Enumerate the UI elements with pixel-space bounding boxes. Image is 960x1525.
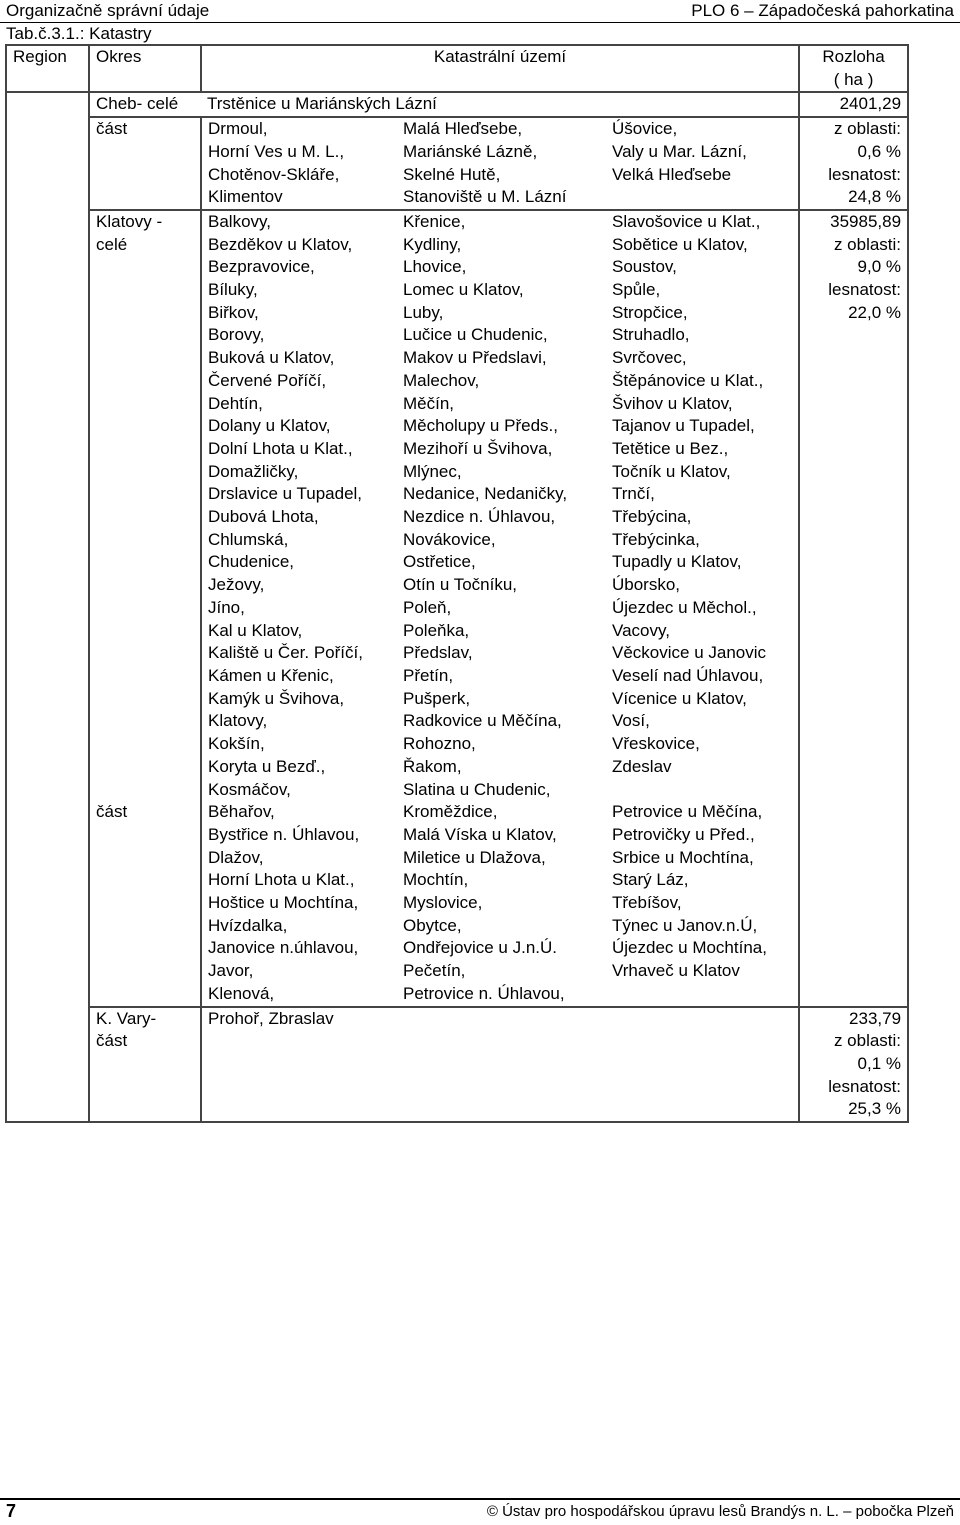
list-item: Bíluky, xyxy=(208,280,258,300)
list-item: Vícenice u Klatov, xyxy=(612,688,747,708)
col-region: Region xyxy=(6,45,89,92)
list-item: Kamýk u Švihova, xyxy=(208,688,345,708)
list-item: Soustov, xyxy=(612,257,677,277)
list-item: Křenice, xyxy=(403,211,466,231)
list-item: Petrovice n. Úhlavou, xyxy=(403,983,565,1003)
klatovy-col3 xyxy=(606,210,799,801)
list-item: Úborsko, xyxy=(612,575,681,595)
list-item: 22,0 % xyxy=(848,302,902,322)
list-item: Velká Hleďsebe xyxy=(612,164,732,184)
list-item: Bezpravovice, xyxy=(208,257,315,277)
list-item: 9,0 % xyxy=(857,257,902,277)
list-item: Rohozno, xyxy=(403,734,476,754)
cheb-cast-label: část xyxy=(89,117,201,210)
list-item: Točník u Klatov, xyxy=(612,461,731,481)
list-item: Ondřejovice u J.n.Ú. xyxy=(403,938,558,958)
list-item: Mezihoří u Švihova, xyxy=(403,438,553,458)
klatovy-cast-label: část xyxy=(89,801,201,1006)
col-rozloha: Rozloha ( ha ) xyxy=(799,45,908,92)
list-item: Klatovy, xyxy=(208,711,268,731)
list-item: Běhařov, xyxy=(208,802,275,822)
list-item: Stanoviště u M. Lázní xyxy=(403,187,567,207)
list-item: Balkovy, xyxy=(208,211,271,231)
list-item: Ostřetice, xyxy=(403,552,476,572)
list-item: Kal u Klatov, xyxy=(208,620,303,640)
footer-copyright: © Ústav pro hospodářskou úpravu lesů Brandýs n. L. – pobočka Plzeň xyxy=(486,1503,954,1520)
list-item: Kokšín, xyxy=(208,734,265,754)
list-item: Věckovice u Janovic xyxy=(612,643,767,663)
table-row-klatovy xyxy=(6,210,908,801)
list-item: Svrčovec, xyxy=(612,348,687,368)
list-item: 25,3 % xyxy=(848,1099,902,1119)
list-item: Mlýnec, xyxy=(403,461,462,481)
list-item: Kydliny, xyxy=(403,234,462,254)
list-item: Obytce, xyxy=(403,915,462,935)
col-okres: Okres xyxy=(89,45,201,92)
vary-list: Prohoř, Zbraslav xyxy=(201,1007,799,1123)
list-item: lesnatost: xyxy=(828,164,902,184)
list-item: lesnatost: xyxy=(828,1076,902,1096)
list-item: Dubová Lhota, xyxy=(208,507,319,527)
list-item: Buková u Klatov, xyxy=(208,348,335,368)
table-header-row xyxy=(6,45,908,92)
list-item: Slatina u Chudenic, xyxy=(403,779,551,799)
cadastre-table xyxy=(5,44,909,1123)
list-item: Petrovičky u Před., xyxy=(612,824,755,844)
list-item: z oblasti: xyxy=(833,234,902,254)
list-item: Újezdec u Měchol., xyxy=(612,597,757,617)
list-item: Veselí nad Úhlavou, xyxy=(612,665,764,685)
list-item: Řakom, xyxy=(403,756,462,776)
list-item: Vrhaveč u Klatov xyxy=(612,961,740,981)
list-item: K. Vary- xyxy=(96,1008,157,1028)
header-right: PLO 6 – Západočeská pahorkatina xyxy=(691,1,954,20)
list-item: Myslovice, xyxy=(403,893,483,913)
list-item: Nezdice n. Úhlavou, xyxy=(403,507,556,527)
list-item: Malá Víska u Klatov, xyxy=(403,824,557,844)
list-item: Slavošovice u Klat., xyxy=(612,211,761,231)
list-item: Bezděkov u Klatov, xyxy=(208,234,353,254)
list-item: Nedanice, Nedaničky, xyxy=(403,484,568,504)
table-caption: Tab.č.3.1.: Katastry xyxy=(6,24,152,43)
list-item: Tetětice u Bez., xyxy=(612,438,729,458)
list-item: Dolní Lhota u Klat., xyxy=(208,438,353,458)
list-item: Zdeslav xyxy=(612,756,672,776)
list-item: Borovy, xyxy=(208,325,265,345)
list-item: Valy u Mar. Lázní, xyxy=(612,141,747,161)
list-item: Úšovice, xyxy=(612,119,678,139)
list-item: Mariánské Lázně, xyxy=(403,141,538,161)
list-item: Makov u Předslavi, xyxy=(403,348,547,368)
list-item: 233,79 xyxy=(849,1008,902,1028)
list-item: Dolany u Klatov, xyxy=(208,416,331,436)
list-item: Lomec u Klatov, xyxy=(403,280,524,300)
cheb-cele-area: 2401,29 xyxy=(799,92,908,117)
list-item: Sobětice u Klatov, xyxy=(612,234,748,254)
list-item: Skelné Hutě, xyxy=(403,164,501,184)
list-item: Poleň, xyxy=(403,597,452,617)
list-item: Třebýcinka, xyxy=(612,529,700,549)
list-item: Újezdec u Mochtína, xyxy=(612,938,767,958)
list-item: Ježovy, xyxy=(208,575,265,595)
list-item: 0,6 % xyxy=(857,141,902,161)
cheb-okres: Cheb- celé xyxy=(89,92,201,117)
list-item: Petrovice u Měčína, xyxy=(612,802,763,822)
list-item: Drslavice u Tupadel, xyxy=(208,484,363,504)
klatovy-area xyxy=(799,210,908,1007)
cheb-cele-list: Trstěnice u Mariánských Lázní xyxy=(201,92,799,117)
table-row-klatovy-cast xyxy=(6,801,908,1006)
list-item: 0,1 % xyxy=(857,1053,902,1073)
cheb-col1 xyxy=(201,117,397,210)
list-item: Domažličky, xyxy=(208,461,299,481)
list-item: Chotěnov-Skláře, xyxy=(208,164,340,184)
list-item: část xyxy=(96,1031,128,1051)
vary-area xyxy=(799,1007,908,1123)
list-item: Švihov u Klatov, xyxy=(612,393,733,413)
table-row-cheb-cele xyxy=(6,92,908,117)
cheb-col3 xyxy=(606,117,799,210)
list-item: Novákovice, xyxy=(403,529,496,549)
list-item: Pečetín, xyxy=(403,961,466,981)
list-item: Trnčí, xyxy=(612,484,655,504)
page-footer xyxy=(0,1498,960,1525)
list-item: Horní Lhota u Klat., xyxy=(208,870,355,890)
list-item: celé xyxy=(96,234,128,254)
list-item: Kaliště u Čer. Poříčí, xyxy=(208,643,363,663)
table-row-vary xyxy=(6,1007,908,1123)
list-item: Koryta u Bezď., xyxy=(208,756,326,776)
region-cell xyxy=(6,92,89,1122)
list-item: Týnec u Janov.n.Ú, xyxy=(612,915,758,935)
list-item: Spůle, xyxy=(612,280,661,300)
klatovy-okres xyxy=(89,210,201,801)
list-item: lesnatost: xyxy=(828,280,902,300)
list-item: Stropčice, xyxy=(612,302,688,322)
cheb-col2 xyxy=(397,117,606,210)
list-item: z oblasti: xyxy=(833,1031,902,1051)
list-item: Hoštice u Mochtína, xyxy=(208,893,359,913)
col-katastr: Katastrální území xyxy=(201,45,799,92)
list-item: Janovice n.úhlavou, xyxy=(208,938,359,958)
list-item: Vacovy, xyxy=(612,620,670,640)
klatovy-cast-col1 xyxy=(201,801,397,1006)
list-item: Lhovice, xyxy=(403,257,467,277)
list-item: Otín u Točníku, xyxy=(403,575,518,595)
list-item: Radkovice u Měčína, xyxy=(403,711,562,731)
list-item: Klimentov xyxy=(208,187,283,207)
list-item: Tajanov u Tupadel, xyxy=(612,416,755,436)
list-item: Vosí, xyxy=(612,711,650,731)
list-item: Biřkov, xyxy=(208,302,259,322)
cheb-area xyxy=(799,117,908,210)
list-item: Mochtín, xyxy=(403,870,469,890)
list-item: Kámen u Křenic, xyxy=(208,665,334,685)
list-item: Měčín, xyxy=(403,393,455,413)
klatovy-cast-col3 xyxy=(606,801,799,1006)
header-left: Organizačně správní údaje xyxy=(6,1,210,20)
list-item: Chlumská, xyxy=(208,529,289,549)
klatovy-col2 xyxy=(397,210,606,801)
list-item: Bystřice n. Úhlavou, xyxy=(208,824,360,844)
list-item: Měcholupy u Předs., xyxy=(403,416,558,436)
list-item: Poleňka, xyxy=(403,620,470,640)
list-item: Javor, xyxy=(208,961,254,981)
list-item: Dlažov, xyxy=(208,847,264,867)
list-item: Malechov, xyxy=(403,370,480,390)
list-item: Starý Láz, xyxy=(612,870,689,890)
list-item: Srbice u Mochtína, xyxy=(612,847,754,867)
list-item: 35985,89 xyxy=(830,211,902,231)
list-item: Chudenice, xyxy=(208,552,295,572)
list-item: Předslav, xyxy=(403,643,473,663)
list-item: z oblasti: xyxy=(833,119,902,139)
klatovy-col1 xyxy=(201,210,397,801)
list-item: Třebýcina, xyxy=(612,507,692,527)
list-item: Klatovy - xyxy=(96,211,163,231)
page-header xyxy=(0,0,960,23)
list-item: Hvízdalka, xyxy=(208,915,288,935)
list-item: Pušperk, xyxy=(403,688,471,708)
list-item: Klenová, xyxy=(208,983,275,1003)
list-item: Vřeskovice, xyxy=(612,734,700,754)
list-item: Červené Poříčí, xyxy=(208,370,327,390)
vary-okres xyxy=(89,1007,201,1123)
list-item: Třebíšov, xyxy=(612,893,682,913)
list-item: Horní Ves u M. L., xyxy=(208,141,345,161)
table-row-cheb-cast xyxy=(6,117,908,210)
list-item: Luby, xyxy=(403,302,444,322)
list-item: Kroměždice, xyxy=(403,802,498,822)
list-item: Kosmáčov, xyxy=(208,779,291,799)
list-item: Lučice u Chudenic, xyxy=(403,325,548,345)
list-item: Miletice u Dlažova, xyxy=(403,847,546,867)
list-item: Struhadlo, xyxy=(612,325,690,345)
list-item: Malá Hleďsebe, xyxy=(403,119,523,139)
list-item: Drmoul, xyxy=(208,119,268,139)
list-item: 24,8 % xyxy=(848,187,902,207)
page-number: 7 xyxy=(6,1501,17,1521)
klatovy-cast-col2 xyxy=(397,801,606,1006)
list-item: Štěpánovice u Klat., xyxy=(612,370,764,390)
list-item: Jíno, xyxy=(208,597,245,617)
list-item: Přetín, xyxy=(403,665,454,685)
list-item: Tupadly u Klatov, xyxy=(612,552,742,572)
list-item: Dehtín, xyxy=(208,393,263,413)
